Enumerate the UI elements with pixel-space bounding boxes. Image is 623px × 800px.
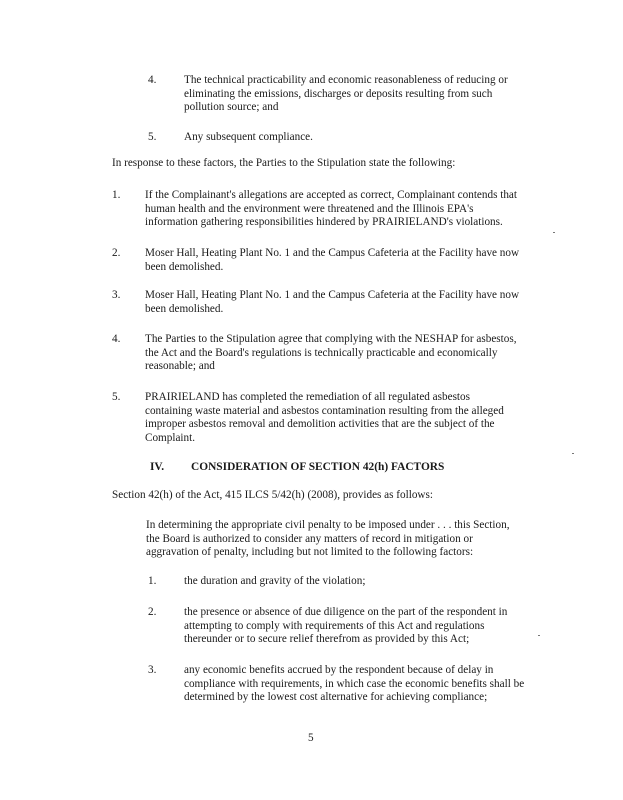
response-item: Moser Hall, Heating Plant No. 1 and the Campus Cafeteria at the Facility have now been demolished. [145,247,520,273]
top-list-number: 5. [148,131,157,143]
response-item: Moser Hall, Heating Plant No. 1 and the Campus Cafeteria at the Facility have now been demolished. [145,289,520,315]
section-number: IV. [150,461,165,473]
response-number: 3. [112,289,121,301]
top-list-number: 4. [148,74,157,86]
response-number: 5. [112,391,121,403]
response-item: PRAIRIELAND has completed the remediation of all regulated asbestos containing waste material and asbestos contamination resulting from the alleged improper asbestos removal and demolition activities that are the subject of the Complaint. [145,391,504,444]
section-intro: Section 42(h) of the Act, 415 ILCS 5/42(h) (2008), provides as follows: [112,489,433,501]
response-intro: In response to these factors, the Parties to the Stipulation state the following: [112,157,456,169]
scan-speck [553,232,555,233]
top-list-item: Any subsequent compliance. [184,131,313,143]
response-number: 2. [112,247,121,259]
response-item: The Parties to the Stipulation agree that complying with the NESHAP for asbestos, the Act and the Board's regulations is technically practicable and economically reasonable; and [145,333,517,372]
factor-item: any economic benefits accrued by the respondent because of delay in compliance with requirements, in which case the economic benefits shall be determined by the lowest cost alternative for achieving compliance; [184,664,525,703]
scan-speck [538,635,540,636]
statute-quote: In determining the appropriate civil penalty to be imposed under . . . this Section, the Board is authorized to consider any matters of record in mitigation or aggravation of penalty, including but not limited to the following factors: [146,519,510,558]
factor-item: the presence or absence of due diligence on the part of the respondent in attempting to comply with requirements of this Act and regulations thereunder or to secure relief therefrom as provided by this Act; [184,606,508,645]
factor-number: 2. [148,606,157,618]
factor-number: 1. [148,575,157,587]
top-list-item: The technical practicability and economic reasonableness of reducing or eliminating the emissions, discharges or deposits resulting from such pollution source; and [184,74,508,113]
factor-number: 3. [148,664,157,676]
response-number: 1. [112,189,121,201]
factor-item: the duration and gravity of the violation; [184,575,366,587]
scan-speck [572,453,574,454]
page-number: 5 [308,732,314,744]
response-number: 4. [112,333,121,345]
response-item: If the Complainant's allegations are accepted as correct, Complainant contends that human health and the environment were threatened and the Illinois EPA's information gathering responsibilities hindered by PRAIRIELAND's violations. [145,189,518,228]
section-heading: CONSIDERATION OF SECTION 42(h) FACTORS [191,461,445,473]
